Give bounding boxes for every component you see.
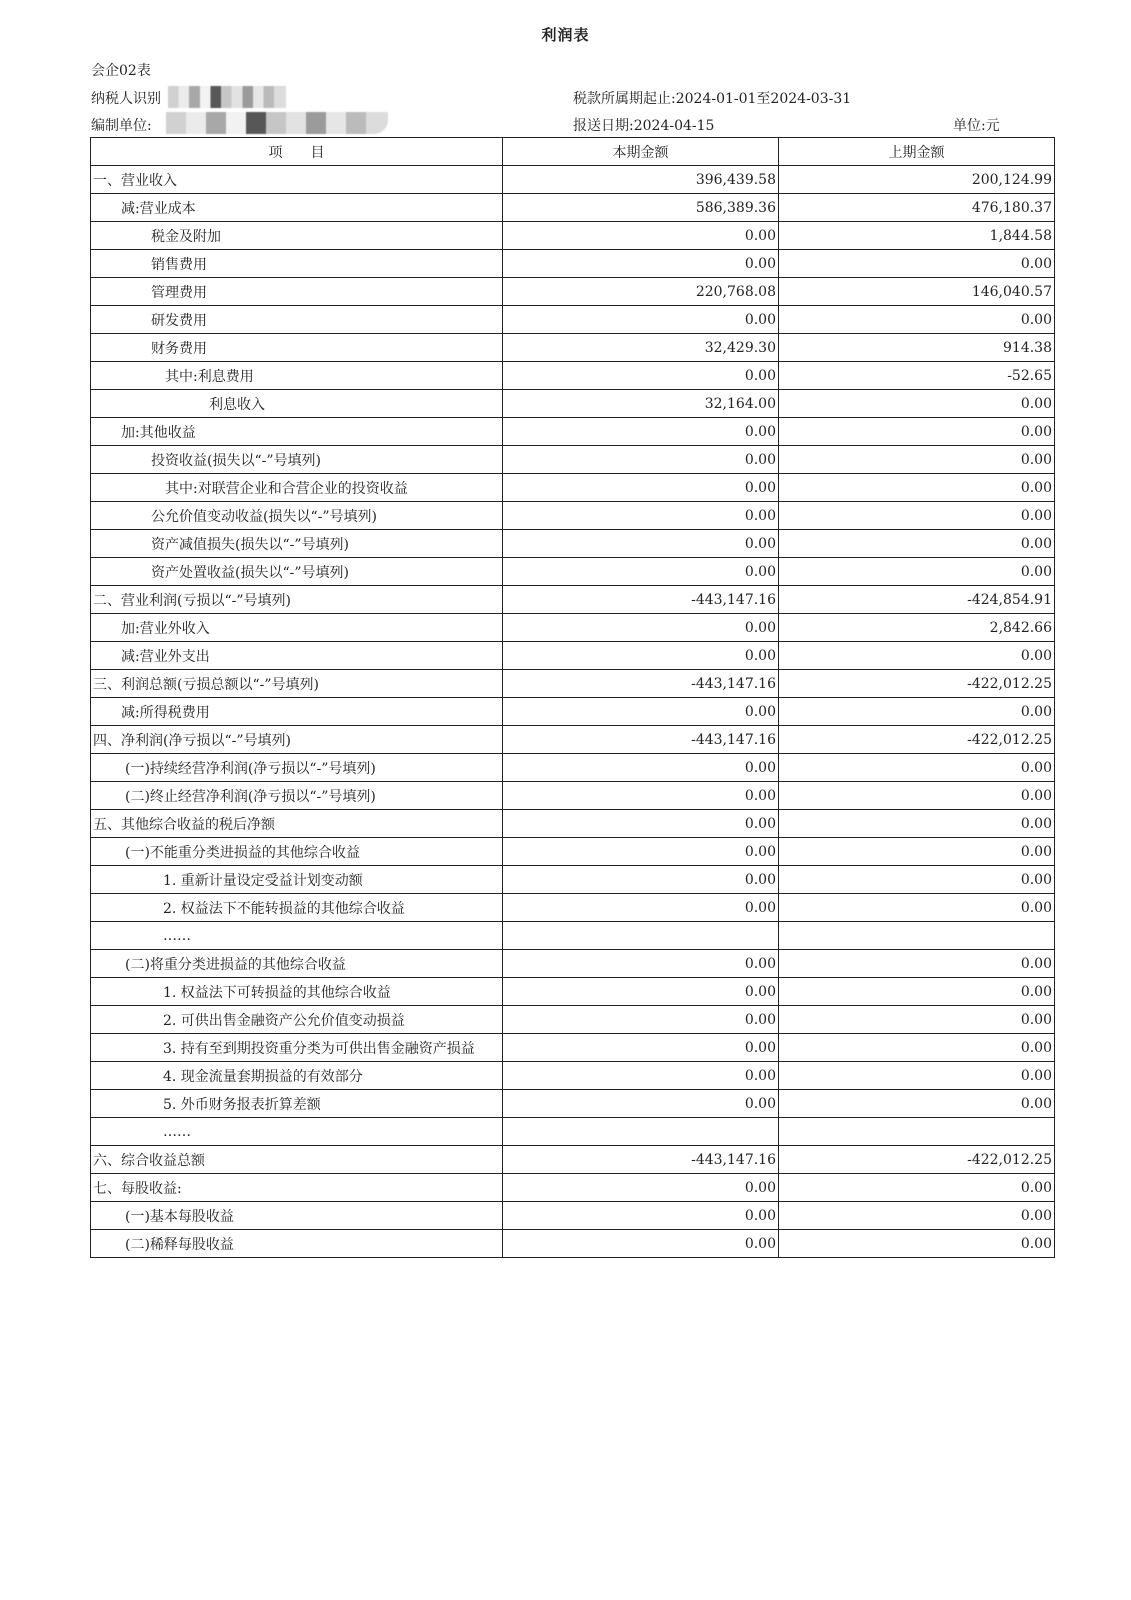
row-label: 3. 持有至到期投资重分类为可供出售金融资产损益 [91,1034,503,1062]
current-amount: 0.00 [503,1090,779,1118]
table-row [91,474,1055,502]
current-amount: 0.00 [503,614,779,642]
previous-amount: 476,180.37 [779,194,1055,222]
previous-amount: 0.00 [779,782,1055,810]
row-label: 投资收益(损失以“-”号填列) [91,446,503,474]
table-row [91,558,1055,586]
table-row [91,586,1055,614]
row-label: 2. 权益法下不能转损益的其他综合收益 [91,894,503,922]
income-statement-table [90,137,1055,1258]
current-amount: -443,147.16 [503,586,779,614]
previous-amount: -422,012.25 [779,670,1055,698]
table-row [91,642,1055,670]
table-row [91,1034,1055,1062]
column-header-current: 本期金额 [503,138,779,166]
current-amount: 0.00 [503,642,779,670]
row-label: 一、营业收入 [91,166,503,194]
current-amount: 0.00 [503,250,779,278]
row-label: 5. 外币财务报表折算差额 [91,1090,503,1118]
row-label: 财务费用 [91,334,503,362]
redacted-preparer-unit [166,112,388,134]
table-row [91,950,1055,978]
previous-amount: -422,012.25 [779,726,1055,754]
table-row [91,1174,1055,1202]
row-label: 研发费用 [91,306,503,334]
table-row [91,978,1055,1006]
row-label: 资产减值损失(损失以“-”号填列) [91,530,503,558]
previous-amount: -422,012.25 [779,1146,1055,1174]
previous-amount: 0.00 [779,1090,1055,1118]
table-row [91,1118,1055,1146]
table-row [91,894,1055,922]
table-row [91,418,1055,446]
current-amount: 0.00 [503,362,779,390]
table-row [91,194,1055,222]
current-amount: 0.00 [503,474,779,502]
previous-amount: 2,842.66 [779,614,1055,642]
previous-amount: 1,844.58 [779,222,1055,250]
previous-amount: 0.00 [779,1174,1055,1202]
current-amount: 0.00 [503,754,779,782]
row-label: 加:营业外收入 [91,614,503,642]
row-label: 四、净利润(净亏损以“-”号填列) [91,726,503,754]
table-row [91,698,1055,726]
current-amount: 0.00 [503,894,779,922]
current-amount: 0.00 [503,446,779,474]
current-amount: 0.00 [503,558,779,586]
current-amount: 0.00 [503,306,779,334]
previous-amount: 0.00 [779,866,1055,894]
table-row [91,278,1055,306]
table-row [91,166,1055,194]
currency-unit: 单位:元 [953,118,1000,134]
table-row [91,1202,1055,1230]
table-row [91,922,1055,950]
previous-amount: 0.00 [779,1202,1055,1230]
previous-amount [779,922,1055,950]
table-header-row [91,138,1055,166]
row-label: 销售费用 [91,250,503,278]
table-row [91,754,1055,782]
current-amount: 396,439.58 [503,166,779,194]
table-row [91,1090,1055,1118]
previous-amount: 0.00 [779,1230,1055,1258]
row-label: 三、利润总额(亏损总额以“-”号填列) [91,670,503,698]
table-row [91,390,1055,418]
previous-amount [779,1118,1055,1146]
table-row [91,838,1055,866]
current-amount: 0.00 [503,950,779,978]
previous-amount: 0.00 [779,1062,1055,1090]
row-label: 公允价值变动收益(损失以“-”号填列) [91,502,503,530]
table-row [91,614,1055,642]
row-label: (一)基本每股收益 [91,1202,503,1230]
table-body [91,166,1055,1258]
row-label: 七、每股收益: [91,1174,503,1202]
previous-amount: -424,854.91 [779,586,1055,614]
previous-amount: 0.00 [779,950,1055,978]
current-amount [503,1118,779,1146]
current-amount: 0.00 [503,418,779,446]
previous-amount: 0.00 [779,390,1055,418]
previous-amount: 0.00 [779,894,1055,922]
current-amount: 586,389.36 [503,194,779,222]
previous-amount: 0.00 [779,502,1055,530]
previous-amount: 0.00 [779,418,1055,446]
current-amount: -443,147.16 [503,670,779,698]
previous-amount: 0.00 [779,306,1055,334]
current-amount: -443,147.16 [503,726,779,754]
form-code: 会企02表 [91,63,151,79]
previous-amount: -52.65 [779,362,1055,390]
row-label: 其中:对联营企业和合营企业的投资收益 [91,474,503,502]
current-amount: 0.00 [503,222,779,250]
previous-amount: 0.00 [779,978,1055,1006]
previous-amount: 0.00 [779,1006,1055,1034]
table-row [91,1006,1055,1034]
row-label: (一)不能重分类进损益的其他综合收益 [91,838,503,866]
row-label: (一)持续经营净利润(净亏损以“-”号填列) [91,754,503,782]
current-amount: 220,768.08 [503,278,779,306]
column-header-previous: 上期金额 [779,138,1055,166]
previous-amount: 0.00 [779,474,1055,502]
tax-period: 税款所属期起止:2024-01-01至2024-03-31 [573,91,852,107]
report-date: 报送日期:2024-04-15 [573,118,715,134]
table-row [91,334,1055,362]
table-row [91,782,1055,810]
current-amount: 0.00 [503,1006,779,1034]
current-amount: 0.00 [503,866,779,894]
row-label: 减:营业成本 [91,194,503,222]
row-label: 其中:利息费用 [91,362,503,390]
previous-amount: 0.00 [779,698,1055,726]
table-row [91,362,1055,390]
row-label: 1. 权益法下可转损益的其他综合收益 [91,978,503,1006]
row-label: 五、其他综合收益的税后净额 [91,810,503,838]
row-label: 1. 重新计量设定受益计划变动额 [91,866,503,894]
table-row [91,502,1055,530]
row-label: 资产处置收益(损失以“-”号填列) [91,558,503,586]
column-header-item: 项 目 [91,138,503,166]
current-amount: 0.00 [503,1230,779,1258]
row-label: 加:其他收益 [91,418,503,446]
taxpayer-id-label: 纳税人识别 [91,91,161,107]
current-amount: 0.00 [503,782,779,810]
current-amount: 0.00 [503,530,779,558]
table-row [91,1230,1055,1258]
row-label: 税金及附加 [91,222,503,250]
previous-amount: 0.00 [779,446,1055,474]
previous-amount: 0.00 [779,1034,1055,1062]
table-row [91,530,1055,558]
row-label: 利息收入 [91,390,503,418]
row-label: 4. 现金流量套期损益的有效部分 [91,1062,503,1090]
table-row [91,306,1055,334]
current-amount: 32,164.00 [503,390,779,418]
current-amount [503,922,779,950]
previous-amount: 0.00 [779,838,1055,866]
previous-amount: 0.00 [779,642,1055,670]
row-label: 2. 可供出售金融资产公允价值变动损益 [91,1006,503,1034]
row-label: …… [91,922,503,950]
current-amount: 0.00 [503,978,779,1006]
table-row [91,726,1055,754]
table-row [91,250,1055,278]
previous-amount: 914.38 [779,334,1055,362]
previous-amount: 146,040.57 [779,278,1055,306]
row-label: (二)将重分类进损益的其他综合收益 [91,950,503,978]
current-amount: 0.00 [503,1202,779,1230]
row-label: (二)终止经营净利润(净亏损以“-”号填列) [91,782,503,810]
table-row [91,1146,1055,1174]
current-amount: 0.00 [503,698,779,726]
previous-amount: 0.00 [779,754,1055,782]
row-label: 减:所得税费用 [91,698,503,726]
current-amount: 32,429.30 [503,334,779,362]
row-label: 管理费用 [91,278,503,306]
current-amount: 0.00 [503,502,779,530]
current-amount: 0.00 [503,1062,779,1090]
page-title: 利润表 [541,26,590,44]
table-row [91,866,1055,894]
table-row [91,446,1055,474]
redacted-taxpayer-id [168,86,286,108]
row-label: 六、综合收益总额 [91,1146,503,1174]
table-row [91,222,1055,250]
previous-amount: 0.00 [779,810,1055,838]
current-amount: 0.00 [503,838,779,866]
preparer-unit-label: 编制单位: [91,118,152,134]
table-row [91,1062,1055,1090]
table-row [91,670,1055,698]
row-label: (二)稀释每股收益 [91,1230,503,1258]
table-row [91,810,1055,838]
current-amount: 0.00 [503,1034,779,1062]
previous-amount: 0.00 [779,530,1055,558]
previous-amount: 200,124.99 [779,166,1055,194]
row-label: …… [91,1118,503,1146]
current-amount: 0.00 [503,1174,779,1202]
previous-amount: 0.00 [779,558,1055,586]
current-amount: 0.00 [503,810,779,838]
current-amount: -443,147.16 [503,1146,779,1174]
previous-amount: 0.00 [779,250,1055,278]
row-label: 减:营业外支出 [91,642,503,670]
row-label: 二、营业利润(亏损以“-”号填列) [91,586,503,614]
